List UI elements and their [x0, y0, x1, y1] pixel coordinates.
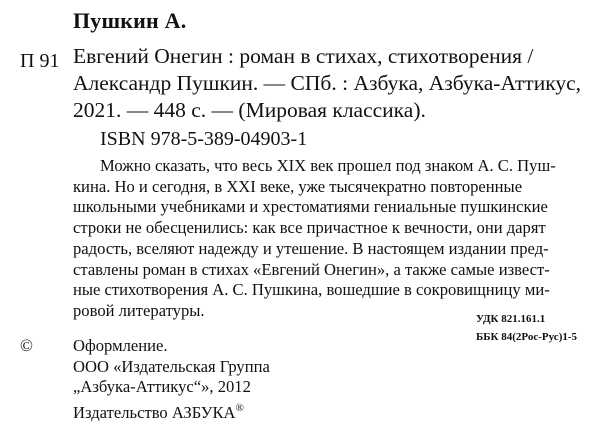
udk-code: УДК 821.161.1: [476, 313, 546, 325]
author-mark: П 91: [20, 50, 60, 72]
annotation-line: ровой литературы.: [73, 300, 205, 320]
bbk-code: ББК 84(2Рос-Рус)1-5: [476, 331, 578, 343]
bibliographic-line: 2021. — 448 с. — (Мировая классика).: [73, 98, 426, 122]
annotation-line: школьными учебниками и хрестоматиями гениальные пушкинские: [73, 197, 548, 217]
copyright-line: Оформление.: [73, 336, 168, 355]
copyright-line: „Азбука-Аттикус“», 2012: [73, 377, 251, 396]
copyright-symbol: ©: [20, 336, 33, 355]
annotation-line: ставлены роман в стихах «Евгений Онегин», а также самые извест-: [73, 259, 550, 279]
copyright-line: [73, 398, 270, 424]
bibliographic-description: [73, 43, 600, 124]
annotation-line: радость, вселяют надежду и утешение. В настоящем издании пред-: [73, 238, 549, 258]
publisher-name: Издательство АЗБУКА: [73, 402, 236, 422]
annotation-line: ные стихотворения А. С. Пушкина, вошедшие в сокровищницу ми-: [73, 280, 550, 300]
copyright-notice: [73, 336, 270, 423]
author-heading: Пушкин А.: [73, 8, 187, 33]
copyright-line: ООО «Издательская Группа: [73, 356, 270, 376]
annotation-line: Можно сказать, что весь XIX век прошел под знаком А. С. Пуш-: [100, 156, 556, 175]
bibliographic-line: Евгений Онегин : роман в стихах, стихотворения /: [73, 44, 534, 68]
isbn: ISBN 978-5-389-04903-1: [100, 128, 308, 150]
annotation-line: кина. Но и сегодня, в XXI веке, уже тысячекратно повторенные: [73, 176, 523, 196]
bibliographic-line: Александр Пушкин. — СПб. : Азбука, Азбука-Аттикус,: [73, 71, 582, 95]
annotation: [73, 156, 600, 322]
registered-mark: ®: [235, 401, 244, 414]
annotation-line: строки не обесценились: как все причастное к вечности, они дарят: [73, 218, 546, 238]
